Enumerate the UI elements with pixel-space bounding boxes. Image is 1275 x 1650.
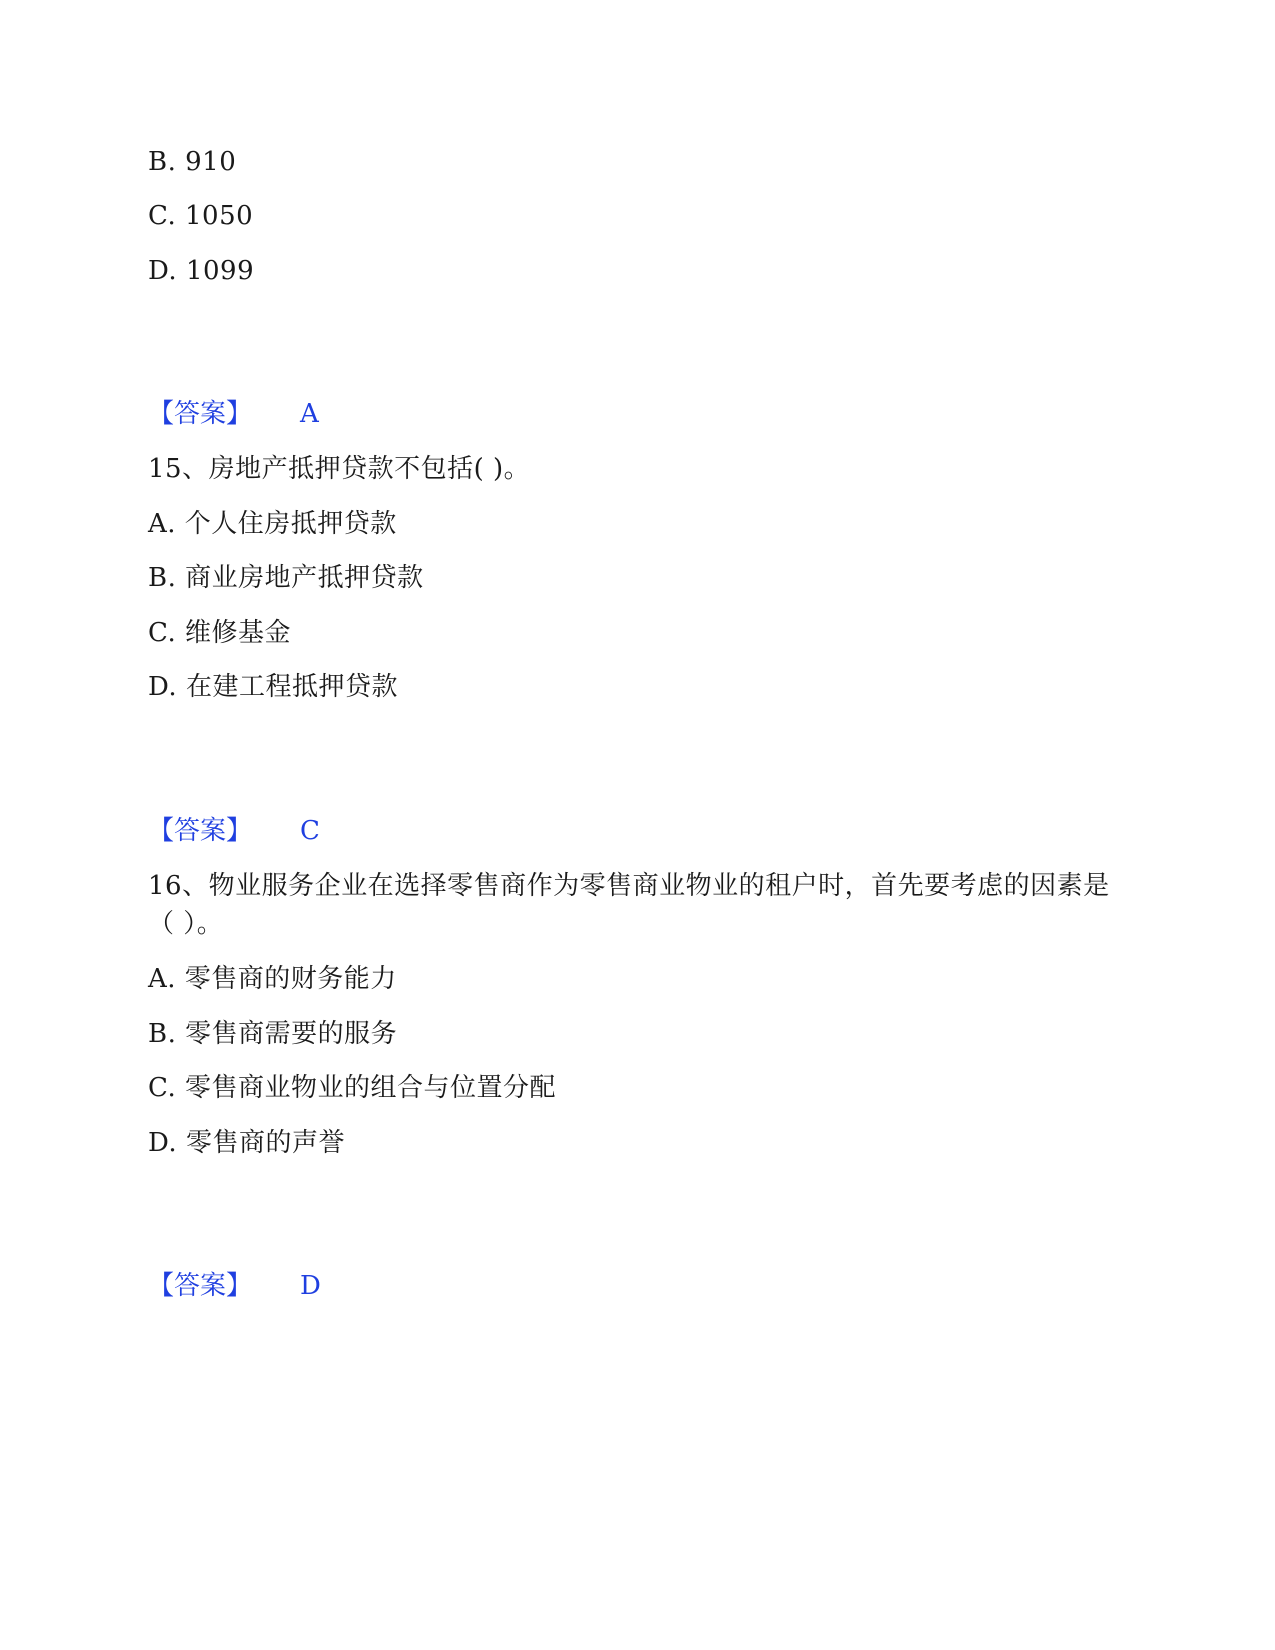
q14-option-b: B. 910: [148, 147, 237, 177]
q15-option-d: D. 在建工程抵押贷款: [148, 672, 398, 702]
q16-option-a: A. 零售商的财务能力: [148, 964, 397, 994]
q16-option-d: D. 零售商的声誉: [148, 1128, 345, 1158]
q15-question: 15、房地产抵押贷款不包括( )。: [148, 454, 531, 484]
q15-answer-value: C: [300, 816, 320, 846]
q16-answer-value: D: [300, 1271, 321, 1301]
q16-option-c: C. 零售商业物业的组合与位置分配: [148, 1073, 556, 1103]
q15-option-c: C. 维修基金: [148, 618, 291, 648]
q14-answer-value: A: [300, 399, 319, 429]
q14-answer-label: 【答案】: [148, 399, 253, 429]
q15-option-b: B. 商业房地产抵押贷款: [148, 563, 424, 593]
q14-answer: [148, 396, 319, 432]
q14-option-d: D. 1099: [148, 256, 255, 286]
q15-answer: [148, 813, 320, 849]
q16-question: 16、物业服务企业在选择零售商作为零售商业物业的租户时，首先要考虑的因素是（ ）。: [148, 871, 1110, 939]
q15-answer-label: 【答案】: [148, 816, 253, 846]
q16-option-b: B. 零售商需要的服务: [148, 1019, 398, 1049]
q14-option-c: C. 1050: [148, 201, 254, 231]
q15-option-a: A. 个人住房抵押贷款: [148, 509, 397, 539]
q16-answer-label: 【答案】: [148, 1271, 253, 1301]
q16-answer: [148, 1268, 321, 1304]
